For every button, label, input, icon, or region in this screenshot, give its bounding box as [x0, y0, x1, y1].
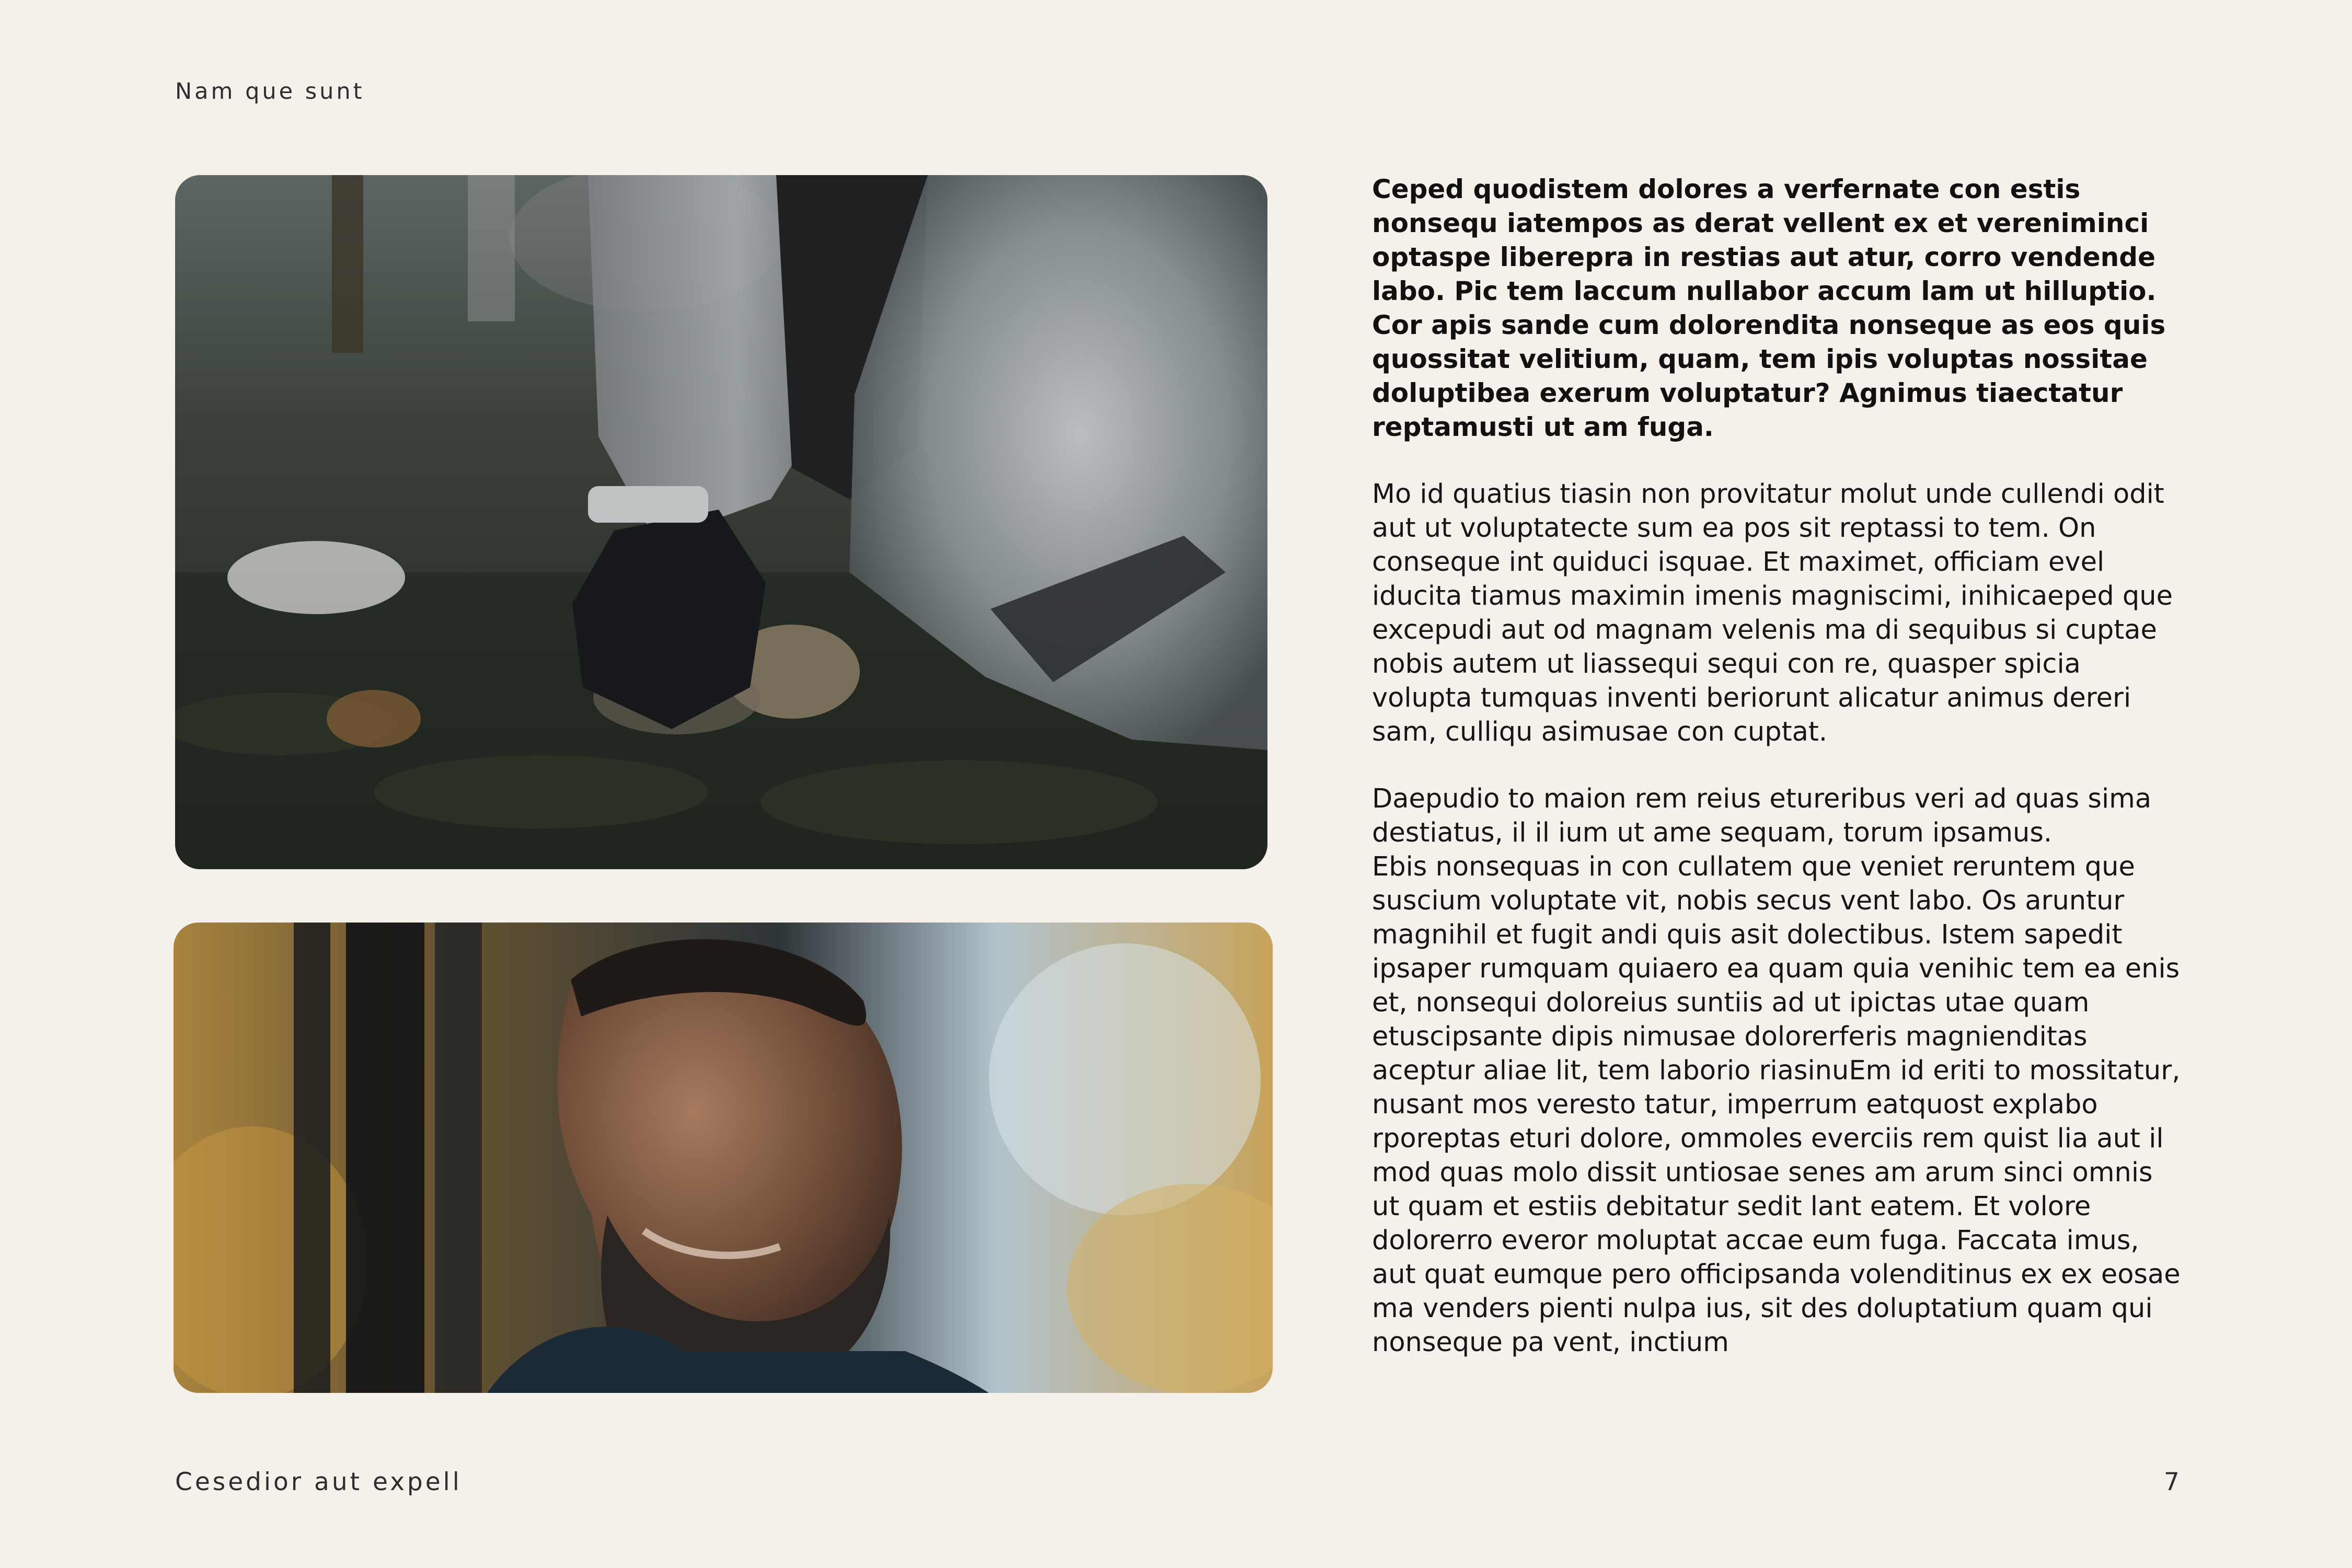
smiling-man-image: [174, 923, 1273, 1393]
running-head: Nam que sunt: [175, 78, 365, 105]
body-paragraph-2a: Daepudio to maion rem reius etureribus veri ad quas sima destiatus, il il ium ut ame sequam, torum ipsamus.: [1372, 783, 2152, 848]
lead-paragraph: Ceped quodistem dolores a verfernate con estis nonsequ iatempos as derat vellent ex et vereniminci optaspe liberepra in restias aut atur, corro vendende labo. Pic tem laccum nullabor accum lam ut hilluptio. Cor apis sande cum dolorendita nonseque as eos quis quossitat velitium, quam, tem ipis voluptas nossitae doluptibea exerum voluptatur? Agnimus tiaectatur reptamusti ut am fuga.: [1372, 174, 2166, 442]
litter-pickup-image: [175, 175, 1267, 869]
litter-pickup-photo: [175, 175, 1267, 869]
body-paragraph-1: Mo id quatius tiasin non provitatur molut unde cullendi odit aut ut voluptatecte sum ea pos sit reptassi to tem. On conseque int quiduci isquae. Et maximet, officiam evel iducita tiamus maximin imenis magniscimi, inihicaeped que excepudi aut od magnam velenis ma di sequibus si cuptae nobis autem ut liassequi sequi con re, quasper spicia volupta tumquas inventi beriorunt alicatur animus dereri sam, culliqu asimusae con cuptat.: [1372, 479, 2173, 747]
page-number: 7: [2164, 1468, 2180, 1496]
article-text: [1372, 172, 2187, 1392]
body-paragraph-2b: Ebis nonsequas in con cullatem que veniet reruntem que suscium voluptate vit, nobis secus vent labo. Os aruntur magnihil et fugit andi quis asit dolectibus. Istem sapedit ipsaper rumquam quiaero ea quam quia venihic tem ea enis et, nonsequi doloreius suntiis ad ut ipictas utae quam etuscipsante dipis nimusae dolorerferis magnienditas aceptur aliae lit, tem laborio riasinuEm id eriti to mossitatur, nusant mos veresto tatur, imperrum eatquost explabo rporeptas eturi dolore, ommoles everciis rem quist lia aut il mod quas molo dissit untiosae senes am arum sinci omnis ut quam et estiis debitatur sedit lant eatem. Et volore dolorerro everor moluptat accae eum fuga. Faccata imus, aut quat eumque pero officipsanda volenditinus ex ex eosae ma venders pienti nulpa ius, sit des doluptatium quam qui nonseque pa vent, inctium: [1372, 851, 2181, 1358]
smiling-man-photo: [174, 923, 1273, 1393]
footer-title: Cesedior aut expell: [175, 1468, 462, 1496]
